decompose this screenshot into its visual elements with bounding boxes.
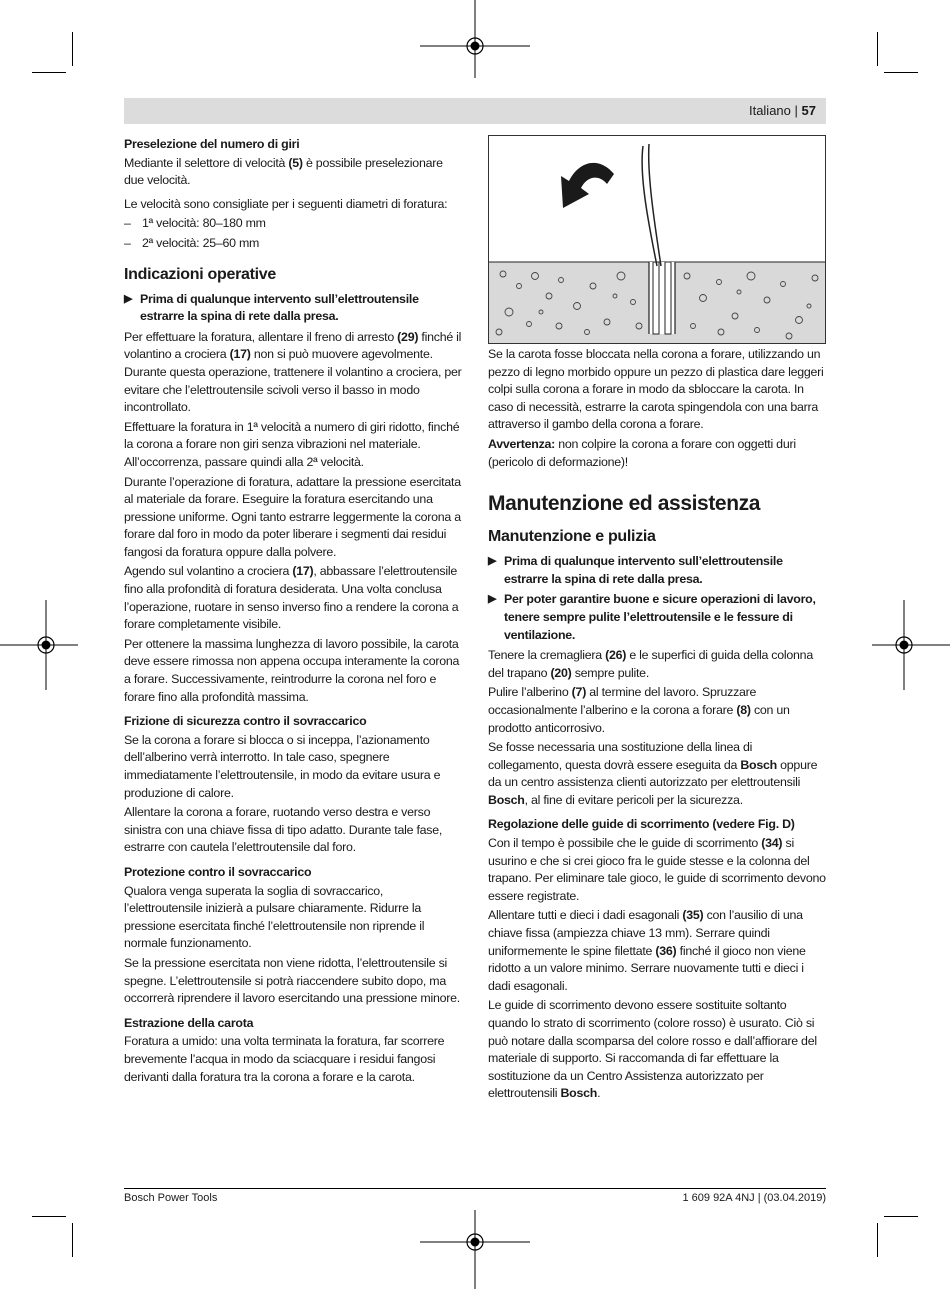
estrazione-p1: Foratura a umido: una volta terminata la foratura, far scorrere brevemente l’acqua in modo da sciacquare i residui fangosi derivanti dalla foratura tra la corona a forare e la carota. <box>124 1034 445 1084</box>
registration-mark-right <box>870 600 950 690</box>
indicazioni-p5: Per ottenere la massima lunghezza di lavoro possibile, la carota deve essere rimossa non appena occupa interamente la corona a forare. Successivamente, reintrodurre la corona nel foro e forare fino alla profondità massima. <box>124 636 460 704</box>
figure-illustration <box>489 136 826 344</box>
indicazioni-p1: Per effettuare la foratura, allentare il freno di arresto (29) finché il volantino a crociera (17) non si può muovere agevolmente. Durante questa operazione, trattenere il volantino a crociera, per evitare che l’elettroutensile scivoli verso il basso in modo incontrollato. <box>124 329 462 415</box>
registration-mark-left <box>0 600 80 690</box>
manutenzione-p2: Pulire l’alberino (7) al termine del lavoro. Spruzzare occasionalmente l’alberino e la corona a forare (8) con un prodotto anticorrosivo. <box>488 685 790 735</box>
core-removal-figure <box>488 135 826 344</box>
regolazione-p3: Le guide di scorrimento devono essere sostituite soltanto quando lo strato di scorrimento (colore rosso) è usurato. Ciò si può notare dalla scomparsa del colore rosso e dall’affiorare del materiale di supporto. Si raccomanda di far effettuare la sostituzione da un Centro Assistenza autorizzato per elettroutensili Bosch. <box>488 998 817 1101</box>
carota-p1: Se la carota fosse bloccata nella corona a forare, utilizzando un pezzo di legno morbido oppure un pezzo di plastica dare leggeri colpi sulla corona a forare in modo da sbloccare la carota. In caso di necessità, estrarre la carota spingendola con una barra attraverso il gambo della corona a forare. <box>488 347 824 432</box>
preselezione-heading: Preselezione del numero di giri <box>124 137 300 151</box>
left-column <box>124 136 464 1088</box>
list-item: – 2ª velocità: 25–60 mm <box>124 235 260 250</box>
protezione-p2: Se la pressione esercitata non viene ridotta, l’elettroutensile si spegne. L’elettroutensile si potrà riaccendere subito dopo, ma occorrerà riprendere il lavoro esercitando una pressione minore. <box>124 955 460 1006</box>
page-header <box>124 98 826 124</box>
manutenzione-p1: Tenere la cremagliera (26) e le superfici di guida della colonna del trapano (20) sempre pulite. <box>488 648 813 680</box>
warning-arrow-icon: ▶ <box>488 593 497 606</box>
regolazione-heading: Regolazione delle guide di scorrimento (vedere Fig. D) <box>488 817 795 832</box>
registration-mark-top <box>420 0 530 80</box>
protezione-p1: Qualora venga superata la soglia di sovraccarico, l’elettroutensile inizierà a pulsare chiaramente. Ridurre la pressione esercitata finché l’elettroutensile non riprende il normale funzionamento. <box>124 883 425 951</box>
frizione-heading: Frizione di sicurezza contro il sovraccarico <box>124 714 367 729</box>
frizione-p2: Allentare la corona a forare, ruotando verso destra e verso sinistra con una chiave fissa di tipo adatto. Durante tale fase, estrarre con cautela l’elettroutensile dal foro. <box>124 805 443 855</box>
warning-arrow-icon: ▶ <box>124 292 133 305</box>
estrazione-heading: Estrazione della carota <box>124 1015 254 1030</box>
warning-item: ▶ Per poter garantire buone e sicure operazioni di lavoro, tenere sempre pulite l’elettroutensile e le fessure di ventilazione. <box>488 592 816 642</box>
protezione-heading: Protezione contro il sovraccarico <box>124 864 312 879</box>
page-number: 57 <box>801 103 816 118</box>
registration-mark-bottom <box>420 1210 530 1289</box>
indicazioni-p2: Effettuare la foratura in 1ª velocità a numero di giri ridotto, finché la corona a forare non giri senza vibrazioni nel materiale. All’occorrenza, passare quindi alla 2ª velocità. <box>124 419 460 469</box>
header-separator: | <box>794 103 798 118</box>
preselezione-p1: Mediante il selettore di velocità (5) è possibile preselezionare due velocità. <box>124 155 443 188</box>
regolazione-p1: Con il tempo è possibile che le guide di scorrimento (34) si usurino e che si crei gioco fra le guide stesse e la colonna del trapano. Per eliminare tale gioco, le guide di scorrimento devono essere registrate. <box>488 836 826 903</box>
header-text <box>749 103 816 118</box>
preselezione-p2: Le velocità sono consigliate per i seguenti diametri di foratura: <box>124 196 448 211</box>
footer-docnumber: 1 609 92A 4NJ | (03.04.2019) <box>682 1192 826 1204</box>
warning-item: ▶ Prima di qualunque intervento sull’elettroutensile estrarre la spina di rete dalla presa. <box>124 291 419 324</box>
indicazioni-p3: Durante l’operazione di foratura, adattare la pressione esercitata al materiale da forare. Eseguire la foratura esercitando una pressione uniforme. Ogni tanto estrarre leggermente la corona a forare dal foro in modo da poter liberare i segmenti dai residui fangosi da foratura oppure dalla polvere. <box>124 474 461 559</box>
indicazioni-heading: Indicazioni operative <box>124 265 276 283</box>
footer-publisher: Bosch Power Tools <box>124 1192 218 1204</box>
warning-item: ▶ Prima di qualunque intervento sull’elettroutensile estrarre la spina di rete dalla presa. <box>488 554 783 586</box>
footer-divider <box>124 1188 826 1189</box>
indicazioni-p4: Agendo sul volantino a crociera (17), abbassare l’elettroutensile fino alla profondità di foratura desiderata. Una volta conclusa l’operazione, ruotare in senso inverso fino a rendere la corona a forare completamente visibile. <box>124 564 459 632</box>
right-column <box>488 346 828 1105</box>
frizione-p1: Se la corona a forare si blocca o si inceppa, l’azionamento dell’alberino verrà interrotto. In tale caso, spegnere immediatamente l’elettroutensile, in modo da evitare usura e produzione di calore. <box>124 732 441 800</box>
list-item: – 1ª velocità: 80–180 mm <box>124 216 266 231</box>
manutenzione-heading: Manutenzione e pulizia <box>488 528 656 546</box>
section-heading: Manutenzione ed assistenza <box>488 492 761 516</box>
header-language: Italiano <box>748 103 791 118</box>
avvertenza-note: Avvertenza: non colpire la corona a forare con oggetti duri (pericolo di deformazione)! <box>488 436 796 469</box>
manutenzione-p3: Se fosse necessaria una sostituzione della linea di collegamento, questa dovrà essere eseguita da Bosch oppure da un centro assistenza clienti autorizzato per elettroutensili Bosch, al fine di evitare pericoli per la sicurezza. <box>488 740 818 807</box>
warning-arrow-icon: ▶ <box>488 555 497 568</box>
regolazione-p2: Allentare tutti e dieci i dadi esagonali (35) con l’ausilio di una chiave fissa (ampiezza chiave 13 mm). Serrare quindi uniformemente le spine filettate (36) finché il gioco non viene ridotto a un valore minimo. Serrare nuovamente tutti e dieci i dadi esagonali. <box>488 908 806 993</box>
